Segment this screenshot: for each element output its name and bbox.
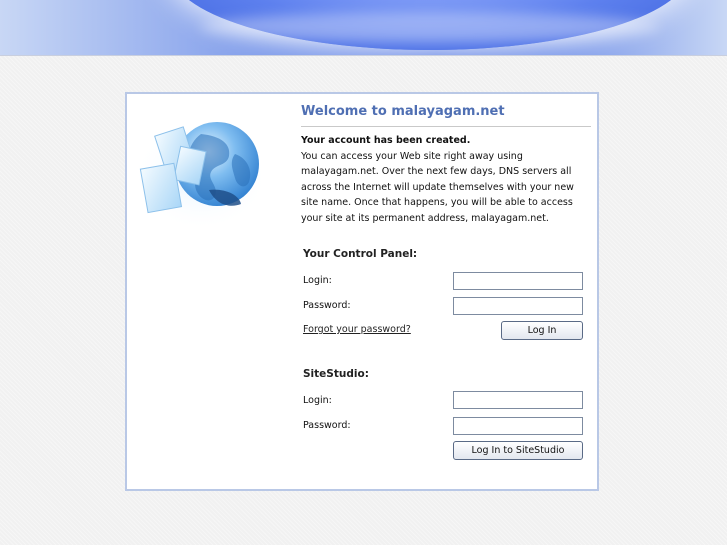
banner-ellipse [170,0,690,50]
forgot-password-link[interactable]: Forgot your password? [303,324,411,335]
sitestudio-login-button[interactable]: Log In to SiteStudio [453,441,583,460]
cp-password-label: Password: [303,300,351,311]
control-panel-heading: Your Control Panel: [303,248,418,260]
ss-login-input[interactable] [453,391,583,409]
sitestudio-heading: SiteStudio: [303,368,369,380]
globe-with-documents-icon [131,114,271,234]
login-button[interactable]: Log In [501,321,583,340]
cp-password-input[interactable] [453,297,583,315]
cp-login-input[interactable] [453,272,583,290]
ss-password-label: Password: [303,420,351,431]
title-divider [301,126,591,127]
account-created-heading: Your account has been created. [301,135,471,146]
welcome-panel [125,92,599,491]
ss-password-input[interactable] [453,417,583,435]
account-message [301,133,593,226]
page-title: Welcome to malayagam.net [301,104,505,119]
cp-login-label: Login: [303,275,332,286]
account-message-body: You can access your Web site right away using malayagam.net. Over the next few days, DNS servers all across the Internet will update themselves with your new site name. Once that happens, you will be able to access your site at its permanent address, malayagam.net. [301,150,574,224]
banner-divider [0,55,727,56]
top-banner [0,0,727,55]
ss-login-label: Login: [303,395,332,406]
